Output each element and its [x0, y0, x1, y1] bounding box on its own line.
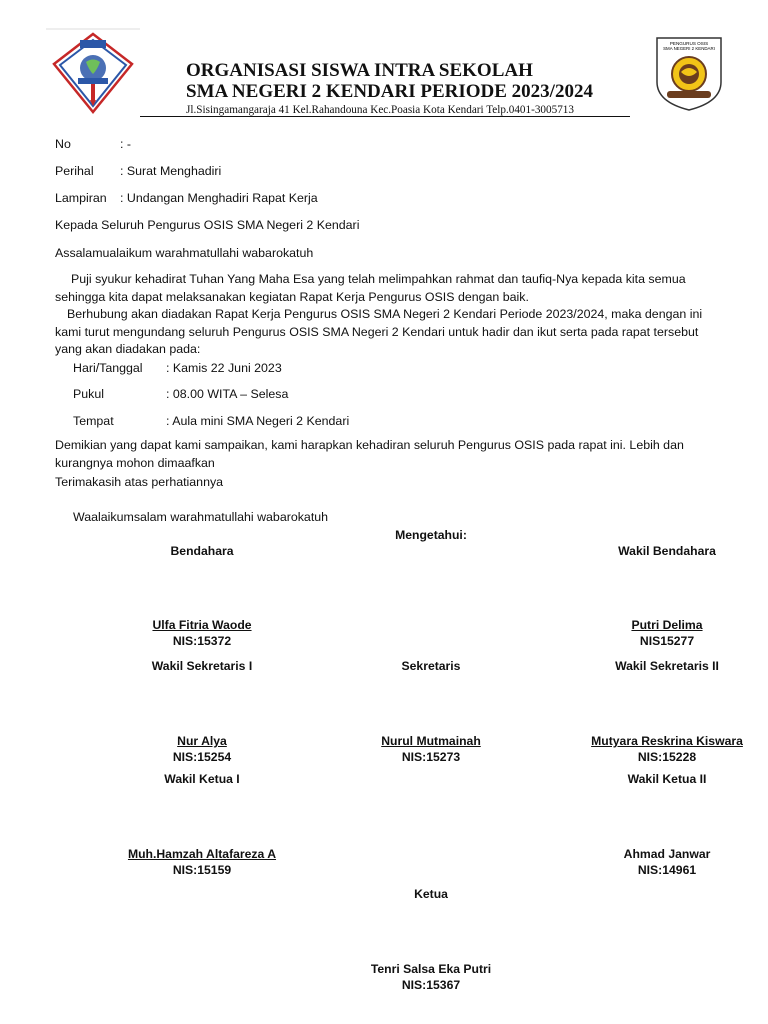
signatory-wakil-sekretaris-2 — [567, 733, 767, 765]
logo-text-mid: SMA NEGERI 2 KENDARI — [663, 46, 715, 51]
hari-label: Hari/Tanggal — [73, 361, 143, 375]
pukul-value: : 08.00 WITA – Selesa — [166, 387, 289, 401]
perihal-value: : Surat Menghadiri — [120, 164, 222, 178]
nis-wakil-ketua-2: NIS:14961 — [637, 863, 697, 877]
opening-greeting: Assalamualaikum warahmatullahi wabarokatuh — [55, 246, 314, 260]
paragraph-1: Puji syukur kehadirat Tuhan Yang Maha Esa yang telah melimpahkan rahmat dan taufiq-Nya kepada kita semua sehingga kita dapat melaksanakan kegiatan Rapat Kerja Pengurus OSIS dengan baik. — [55, 272, 686, 304]
tempat-value: : Aula mini SMA Negeri 2 Kendari — [166, 414, 350, 428]
org-address: Jl.Sisingamangaraja 41 Kel.Rahandouna Kec.Poasia Kota Kendari Telp.0401-3005713 — [186, 104, 574, 116]
org-title — [186, 60, 593, 102]
tempat-label: Tempat — [73, 414, 114, 428]
no-label: No — [55, 137, 71, 151]
name-bendahara: Ulfa Fitria Waode — [152, 618, 252, 632]
nis-ketua: NIS:15367 — [401, 978, 461, 992]
letter-no — [55, 136, 131, 152]
lampiran-value: : Undangan Menghadiri Rapat Kerja — [120, 191, 318, 205]
addressee: Kepada Seluruh Pengurus OSIS SMA Negeri 2 Kendari — [55, 218, 360, 232]
role-wakil-ketua-1: Wakil Ketua I — [164, 772, 240, 786]
nis-wakil-sekretaris-2: NIS:15228 — [637, 750, 697, 764]
nis-wakil-ketua-1: NIS:15159 — [172, 863, 232, 877]
hari-value: : Kamis 22 Juni 2023 — [166, 361, 282, 375]
perihal-label: Perihal — [55, 164, 94, 178]
role-ketua: Ketua — [414, 887, 448, 901]
nis-wakil-sekretaris-1: NIS:15254 — [172, 750, 232, 764]
name-wakil-ketua-1: Muh.Hamzah Altafareza A — [127, 847, 277, 861]
name-wakil-sekretaris-1: Nur Alya — [177, 734, 227, 748]
signatory-ketua — [331, 961, 531, 993]
event-time — [73, 386, 288, 402]
role-wakil-bendahara: Wakil Bendahara — [618, 544, 716, 558]
signatory-sekretaris — [331, 733, 531, 765]
pukul-label: Pukul — [73, 387, 104, 401]
thanks-text: Terimakasih atas perhatiannya — [55, 475, 224, 489]
mengetahui-label: Mengetahui: — [395, 528, 467, 542]
signatory-wakil-ketua-2 — [567, 846, 767, 878]
name-ketua: Tenri Salsa Eka Putri — [370, 962, 492, 976]
name-wakil-bendahara: Putri Delima — [631, 618, 703, 632]
header-divider — [140, 116, 630, 117]
letter-perihal — [55, 163, 221, 179]
nis-bendahara: NIS:15372 — [172, 634, 232, 648]
closing-paragraph: Demikian yang dapat kami sampaikan, kami harapkan kehadiran seluruh Pengurus OSIS pada rapat ini. Lebih dan kurangnya mohon dimaafkan — [55, 438, 684, 470]
signatory-wakil-sekretaris-1 — [102, 733, 302, 765]
nis-sekretaris: NIS:15273 — [401, 750, 461, 764]
signatory-wakil-bendahara — [567, 617, 767, 649]
role-bendahara: Bendahara — [170, 544, 234, 558]
lampiran-label: Lampiran — [55, 191, 107, 205]
closing-greeting: Waalaikumsalam warahmatullahi wabarokatuh — [73, 510, 329, 524]
org-title-line2: SMA NEGERI 2 KENDARI PERIODE 2023/2024 — [186, 81, 593, 102]
nis-wakil-bendahara: NIS15277 — [639, 634, 695, 648]
letter-lampiran — [55, 190, 318, 206]
role-wakil-sekretaris-2: Wakil Sekretaris II — [615, 659, 719, 673]
role-wakil-sekretaris-1: Wakil Sekretaris I — [151, 659, 253, 673]
osis-logo — [653, 36, 725, 112]
role-wakil-ketua-2: Wakil Ketua II — [627, 772, 707, 786]
name-wakil-sekretaris-2: Mutyara Reskrina Kiswara — [591, 734, 743, 748]
logo-text-top: PENGURUS OSIS — [669, 41, 709, 46]
name-wakil-ketua-2: Ahmad Janwar — [623, 847, 711, 861]
role-sekretaris: Sekretaris — [401, 659, 461, 673]
name-sekretaris: Nurul Mutmainah — [381, 734, 481, 748]
no-value: : - — [120, 137, 132, 151]
event-place — [73, 413, 349, 429]
event-date — [73, 360, 282, 376]
signatory-wakil-ketua-1 — [102, 846, 302, 878]
school-logo — [46, 28, 140, 116]
org-title-line1: ORGANISASI SISWA INTRA SEKOLAH — [186, 60, 533, 81]
signatory-bendahara — [102, 617, 302, 649]
paragraph-2: Berhubung akan diadakan Rapat Kerja Pengurus OSIS SMA Negeri 2 Kendari Periode 2023/2024, maka dengan ini kami turut mengundang seluruh Pengurus OSIS SMA Negeri 2 Kendari untuk hadir dan ikut serta pada rapat tersebut yang akan diadakan pada: — [55, 307, 703, 356]
